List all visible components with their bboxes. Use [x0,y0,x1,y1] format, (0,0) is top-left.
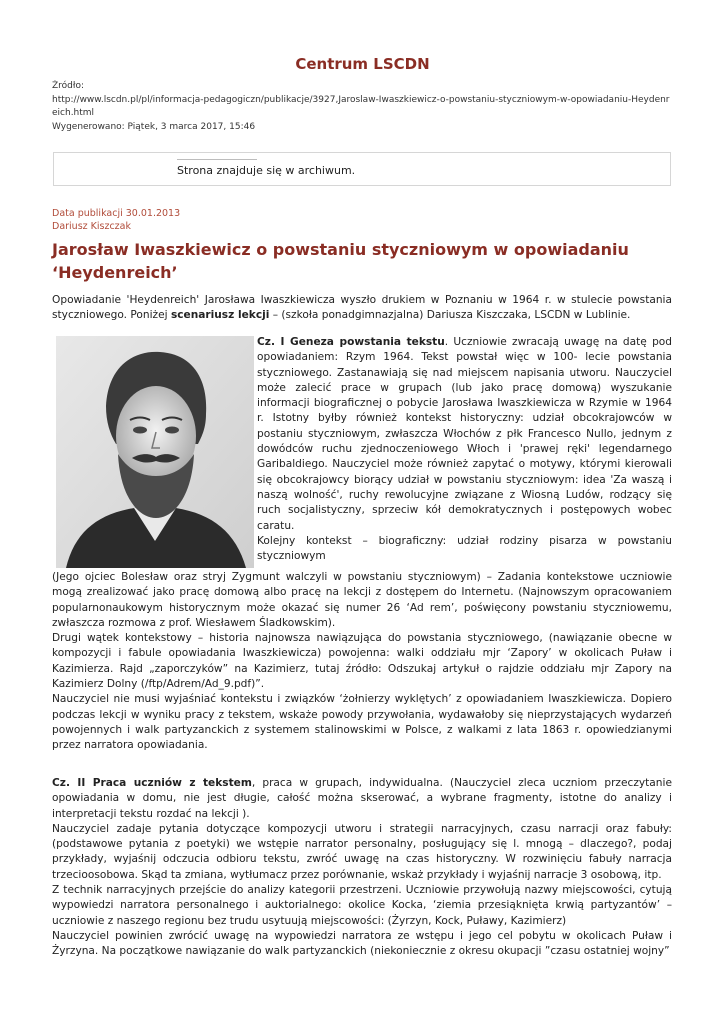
paragraph-third: Nauczyciel nie musi wyjaśniać kontekstu i związków ‘żołnierzy wyklętych’ z opowiadaniem Iwaszkiewicza. Dopiero podczas lekcji w wyniku pracy z tekstem, wskaże powody przywołania, wydawałoby się nieprzystających wydarzeń powojennych i walk partyzanckich z systemem stalinowskimi w Polsce, z walkami z lata 1863 r. opowiedzianymi przez narratora opowiadania. [52,693,672,752]
source-url[interactable]: http://www.lscdn.pl/pl/informacja-pedagogiczn/publikacje/3927,Jaroslaw-Iwaszkiewicz-o-powstaniu-styczniowym-w-opowiadaniu-Heydenr [52,94,670,105]
paragraph-narrator: Nauczyciel powinien zwrócić uwagę na wypowiedzi narratora ze wstępu i jego cel pobytu w okolicach Puław i Żyrzyna. Na początkowe nawiązanie do walk partyzanckich (niekoniecznie z okresu okupacji ”czasu ostatniej wojny” [52,929,672,958]
source-meta [52,80,677,134]
part1-context: Kolejny kontekst – biograficzny: udział rodziny pisarza w powstaniu styczniowym [257,534,672,563]
archive-notice-box [53,152,671,186]
source-label: Źródło: [52,81,84,91]
part2-text: , praca w grupach, indywidualna. (Nauczyciel zleca uczniom przeczytanie opowiadania w domu, nie jest długie, całość można skserować, a wybrane fragmenty, istotne do analizy i interpretacji tekstu rozdać na lekcji ). [52,777,672,820]
archive-divider [177,159,257,160]
paragraph-family: (Jego ojciec Bolesław oraz stryj Zygmunt walczyli w powstaniu styczniowym) – Zadania kontekstowe uczniowie mogą zrealizować jako pracę domową albo pracę na lekcji z dostępem do Internetu. (Najnowszym opracowaniem popularnonaukowym historycznym może okazać się numer 26 ‘Ad rem’, poświęcony powstaniu styczniowemu, zwłaszcza rozmowa z prof. Wiesławem Śladkowskim). [52,571,672,629]
part2-section [52,776,672,960]
publication-author: Dariusz Kiszczak [52,221,131,232]
source-url-continued[interactable]: eich.html [52,108,95,118]
author-portrait-image [56,336,254,568]
part1-column [257,335,672,564]
intro-text-end: – (szkoła ponadgimnazjalna) Dariusza Kiszczaka, LSCDN w Lublinie. [269,309,631,322]
paragraph-space: Z technik narracyjnych przejście do analizy kategorii przestrzeni. Uczniowie przywołują nazwy miejscowości, cytują wypowiedzi narratora personalnego i auktorialnego: okolice Kocka, ‘ziemia przesiąknięta krwią partyzantów’ – uczniowie z naszego regionu bez trudu usytuują miejscowości: (Żyrzyn, Kock, Puławy, Kazimierz) [52,884,672,927]
intro-text: Opowiadanie 'Heydenreich' Jarosława Iwaszkiewicza wyszło drukiem w Poznaniu w 1964 r. w stulecie powstania styczniowego. Poniżej [52,294,672,322]
article-title: Jarosław Iwaszkiewicz o powstaniu styczniowym w opowiadaniu ‘Heydenreich’ [52,240,629,282]
publication-date: Data publikacji 30.01.2013 [52,208,181,219]
paragraph-questions: Nauczyciel zadaje pytania dotyczące kompozycji utworu i strategii narracyjnych, czasu narracji oraz fabuły: (podstawowe pytania z poetyki) we wstępie narrator personalny, posługujący się l. mnogą – dlaczego?, podaj przykłady, wyjaśnij odczucia odbioru tekstu, zwróć uwagę na czas historyczny. W rozwinięciu fabuły narracja trzecioosobowa. Skąd ta zmiana, wytłumacz przez porównanie, wskaż przykłady i wyjaśnij narracje 3 osobową, itp. [52,822,672,881]
generated-date: Wygenerowano: Piątek, 3 marca 2017, 15:46 [52,121,256,132]
part1-heading: Cz. I Geneza powstania tekstu [257,336,445,348]
intro-bold: scenariusz lekcji [170,309,270,322]
article-intro [52,293,672,324]
article-body [52,570,672,754]
publication-info [52,207,180,233]
paragraph-second-context: Drugi wątek kontekstowy – historia najnowsza nawiązująca do powstania styczniowego, (nawiązanie obecne w kompozycji i fabule opowiadania Iwaszkiewicza) powojenna: walki oddziału mjr ‘Zapory’ w okolicach Puław i Kazimierza. Rajd „zaporczyków” na Kazimierz, tutaj źródło: Odszukaj artykuł o rajdzie oddziału mjr Zapory na Kazimierz Dolny (/ftp/Adrem/Ad_9.pdf)”. [52,632,672,691]
site-title: Centrum LSCDN [295,55,430,73]
part1-text: . Uczniowie zwracają uwagę na datę pod opowiadaniem: Rzym 1964. Tekst powstał więc w 100- lecie powstania styczniowego. Zastanawiają się nad miejscem napisania utworu. Nauczyciel może zalecić prace w grupach (lub jako pracę domową) wyszukanie informacji biograficznej o pobycie Jarosława Iwaszkiewicza w Rzymie w 1964 r. Istotny byłby również kontekst historyczny: udział obcokrajowców w postaniu styczniowym, zwłaszcza Włochów z płk Francesco Nullo, jednym z dowódców ruchu zjednoczeniowego Włoch i 'prawej ręki' legendarnego Garibaldiego. Nauczyciel może również zapytać o motywy, którymi kierowali się obcokrajowcy biorący udział w powstaniu styczniowym: idea 'Za waszą i naszą wolność', ruchy rewolucyjne związane z Wiosną Ludów, rodzący się ruch socjalistyczny, sprzeciw kół demokratycznych i postępowych wobec caratu. [257,336,673,532]
part2-heading: Cz. II Praca uczniów z tekstem [52,777,252,789]
archive-notice: Strona znajduje się w archiwum. [177,164,356,177]
